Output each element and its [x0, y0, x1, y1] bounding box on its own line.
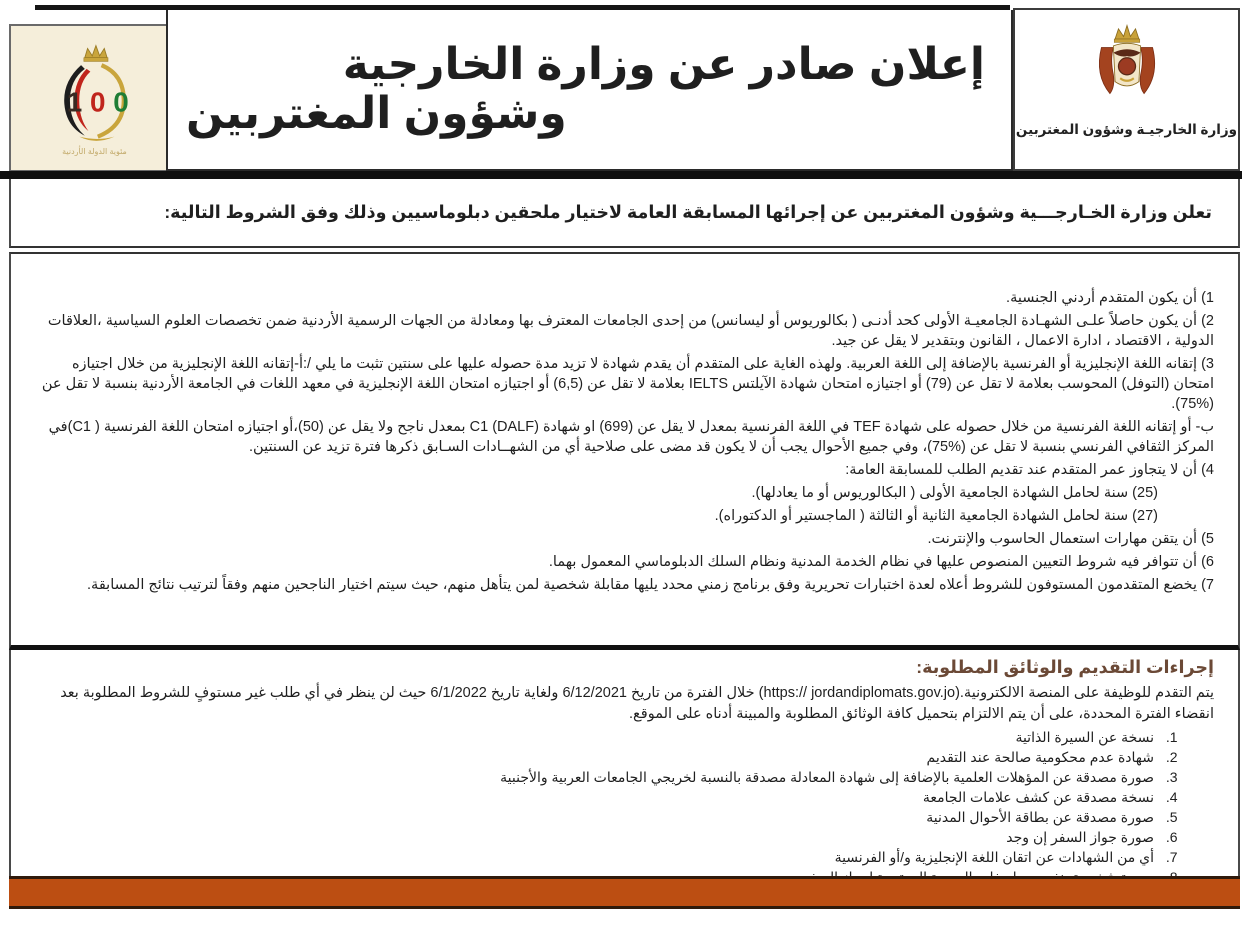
intro-sentence: تعلن وزارة الخـارجـــية وشؤون المغتربين عن إجرائها المسابقة العامة لاختيار ملحقين دبلوماسيين وذلك وفق الشروط التالية:: [164, 202, 1212, 223]
condition-item: (25) سنة لحامل الشهادة الجامعية الأولى ( البكالوريوس أو ما يعادلها).: [751, 485, 1158, 501]
svg-text:1 0 0: [66, 86, 128, 117]
digit-0b: 0: [112, 86, 129, 118]
required-document-item: 7. أي من الشهادات عن اتقان اللغة الإنجليزية و/أو الفرنسية: [35, 849, 1162, 867]
required-document-item: 2. شهادة عدم محكومية صالحة عند التقديم: [35, 749, 1162, 767]
required-document-item: 3. صورة مصدقة عن المؤهلات العلمية بالإضافة إلى شهادة المعادلة مصدقة بالنسبة لخريجي الجامعات العربية والأجنبية: [35, 769, 1162, 787]
condition-item: 2) أن يكون حاصلاً علـى الشهـادة الجامعيـة الأولى كحد أدنـى ( بكالوريوس أو ليسانس) من إحدى الجامعات المعترف بها ومعادلة من الجهات الرسمية الأردنية ضمن تخصصات العلوم السياسية ،العلاقات الدولية ، الاقتصاد ، ادارة الاعمال ، القانون وبتقدير لا يقل عن جيد.: [47, 313, 1214, 349]
ministry-name-label: وزارة الخارجيـة وشؤون المغتربين: [1015, 122, 1238, 137]
announcement-title-box: [166, 10, 1013, 171]
required-document-item: 1. نسخة عن السيرة الذاتية: [35, 729, 1162, 747]
centennial-caption: مئوية الدولة الأردنية: [62, 146, 127, 156]
centennial-100-logo-icon: [43, 41, 147, 145]
required-document-item: 4. نسخة مصدقة عن كشف علامات الجامعة: [35, 789, 1162, 807]
ministry-crest-box: [1013, 8, 1240, 171]
condition-item: 6) أن تتوافر فيه شروط التعيين المنصوص عليها في نظام الخدمة المدنية ونظام السلك الدبلوماسي المعمول بهما.: [548, 554, 1214, 570]
centennial-logo-box: [9, 24, 180, 172]
royal-crest-icon: [1084, 22, 1170, 114]
conditions-section: [9, 252, 1240, 650]
required-document-item: 6. صورة جواز السفر إن وجد: [35, 829, 1162, 847]
procedures-heading: إجراءات التقديم والوثائق المطلوبة:: [916, 657, 1214, 677]
footer-accent-bar: [9, 876, 1240, 909]
condition-item: (27) سنة لحامل الشهادة الجامعية الثانية أو الثالثة ( الماجستير أو الدكتوراه).: [714, 508, 1158, 524]
procedures-section: [9, 650, 1240, 876]
page-title-line2: وشؤون المغتربين: [186, 89, 567, 139]
page-title-line1: إعلان صادر عن وزارة الخارجية: [342, 40, 985, 89]
condition-item: 4) أن لا يتجاوز عمر المتقدم عند تقديم الطلب للمسابقة العامة:: [845, 462, 1214, 478]
procedures-intro: يتم التقدم للوظيفة على المنصة الالكترونية.(https:// jordandiplomats.gov.jo) خلال الفترة من تاريخ 6/12/2021 ولغاية تاريخ 6/1/2022 حيث لن ينظر في أي طلب غير مستوفٍ للشروط المطلوبة بعد انقضاء الفترة المحددة، على أن يتم الالتزام بتحميل كافة الوثائق المطلوبة والمبينة أدناه على الموقع.: [60, 685, 1214, 722]
digit-1: 1: [66, 86, 82, 118]
header-divider-bar: [0, 171, 1242, 179]
condition-item: 7) يخضع المتقدمون المستوفون للشروط أعلاه لعدة اختبارات تحريرية وفق برنامج زمني محدد يليها مقابلة شخصية لمن يتأهل منهم، حيث سيتم اختيار الناجحين منهم وفقاً لترتيب نتائج المسابقة.: [87, 577, 1214, 593]
condition-item: ب- أو إتقانه اللغة الفرنسية من خلال حصوله على شهادة TEF في اللغة الفرنسية بمعدل لا يقل عن (699) او شهادة C1 (DALF) بمعدل ناجح ولا يقل عن (50)،أو اجتيازه امتحان اللغة الفرنسية ( C1)في المركز الثقافي الفرنسي بنسبة لا تقل عن (%75)، وفي جميع الأحوال يجب أن لا يكون قد مضى على صلاحية أي من الشهــادات السـابق ذكرها فترة تزيد عن السنتين.: [48, 419, 1214, 455]
digit-0a: 0: [89, 86, 106, 118]
required-documents-list: [35, 729, 1214, 887]
required-document-item: 5. صورة مصدقة عن بطاقة الأحوال المدنية: [35, 809, 1162, 827]
condition-item: 1) أن يكون المتقدم أردني الجنسية.: [1006, 290, 1214, 306]
condition-item: 3) إتقانه اللغة الإنجليزية أو الفرنسية بالإضافة إلى اللغة العربية. ولهذه الغاية على المتقدم أن يقدم شهادة لا تزيد مدة حصوله عليها على سنتين تثبت ما يلي /:أ-إتقانه اللغة الإنجليزية من خلال اجتيازه امتحان (التوفل) المحوسب بعلامة لا تقل عن (79) أو اجتيازه امتحان شهادة الآيلتس IELTS بعلامة لا تقل عن (6,5) أو اجتيازه امتحان اللغة الإنجليزية في معهد اللغات في الجامعة الأردنية بنسبة لا تقل عن (%75).: [41, 356, 1214, 412]
condition-item: 5) أن يتقن مهارات استعمال الحاسوب والإنترنت.: [927, 531, 1214, 547]
intro-box: [9, 179, 1240, 248]
